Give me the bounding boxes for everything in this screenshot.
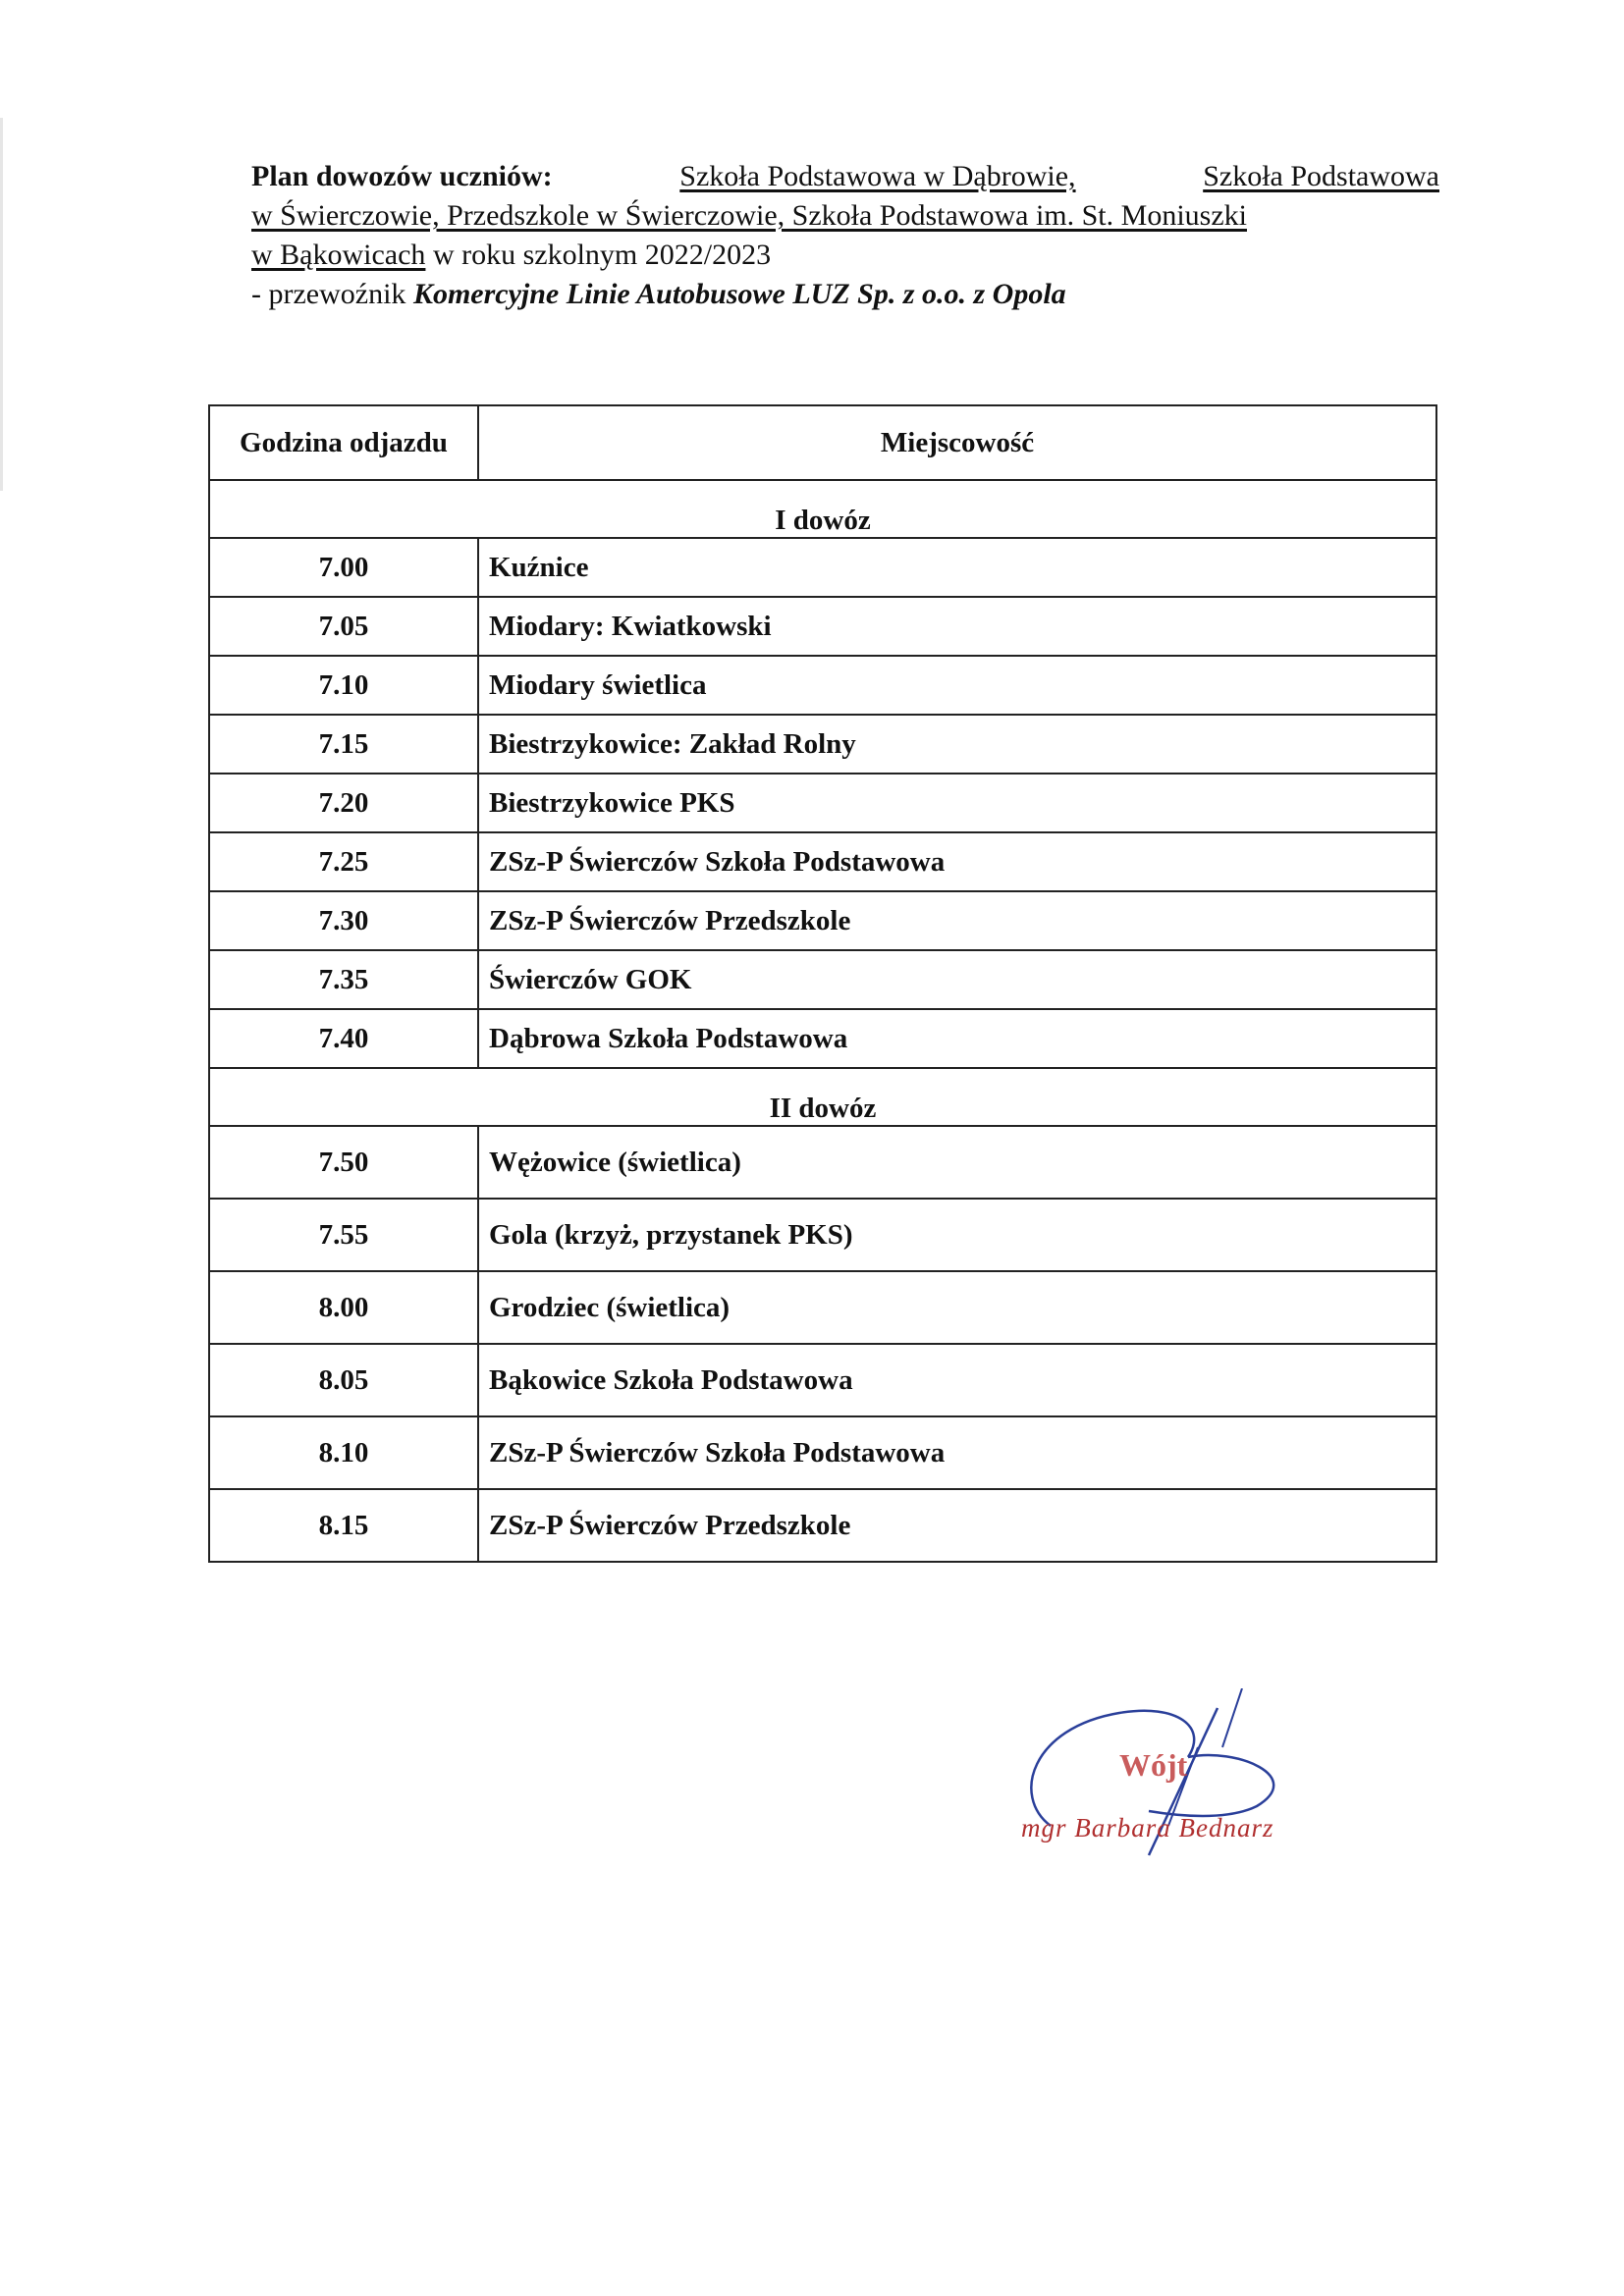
header-carrier-prefix: - przewoźnik [251, 278, 413, 310]
stop-place: ZSz-P Świerczów Szkoła Podstawowa [478, 832, 1436, 891]
column-header-time: Godzina odjazdu [209, 405, 478, 480]
departure-time: 7.40 [209, 1009, 478, 1068]
stop-place: Miodary świetlica [478, 656, 1436, 715]
departure-time: 8.00 [209, 1271, 478, 1344]
departure-time: 7.35 [209, 950, 478, 1009]
header-line-4 [251, 275, 1439, 314]
stop-place: Gola (krzyż, przystanek PKS) [478, 1199, 1436, 1271]
table-row [209, 715, 1436, 774]
stop-place: Świerczów GOK [478, 950, 1436, 1009]
section-header-1 [209, 480, 1436, 538]
stop-place: Bąkowice Szkoła Podstawowa [478, 1344, 1436, 1416]
table-row [209, 538, 1436, 597]
header-line-3 [251, 236, 1439, 275]
table-row [209, 1489, 1436, 1562]
stamp-name: mgr Barbara Bednarz [1021, 1813, 1274, 1842]
section-header-2 [209, 1068, 1436, 1126]
scan-edge [0, 118, 3, 491]
departure-time: 7.30 [209, 891, 478, 950]
stop-place: ZSz-P Świerczów Przedszkole [478, 1489, 1436, 1562]
section-title-1: I dowóz [209, 480, 1436, 538]
departure-time: 7.55 [209, 1199, 478, 1271]
departure-time: 7.20 [209, 774, 478, 832]
header-schools-c: w Świerczowie, Przedszkole w Świerczowie, Szkoła Podstawowa im. St. Moniuszki [251, 199, 1247, 232]
table-row [209, 597, 1436, 656]
table-row [209, 656, 1436, 715]
departure-time: 8.10 [209, 1416, 478, 1489]
stamp-title: Wójt [1119, 1747, 1188, 1783]
table-row [209, 1126, 1436, 1199]
stop-place: Grodziec (świetlica) [478, 1271, 1436, 1344]
table-row [209, 950, 1436, 1009]
stop-place: ZSz-P Świerczów Szkoła Podstawowa [478, 1416, 1436, 1489]
departure-time: 8.15 [209, 1489, 478, 1562]
table-row [209, 832, 1436, 891]
stop-place: Wężowice (świetlica) [478, 1126, 1436, 1199]
stop-place: Kuźnice [478, 538, 1436, 597]
column-header-place: Miejscowość [478, 405, 1436, 480]
departure-time: 7.05 [209, 597, 478, 656]
stop-place: Biestrzykowice: Zakład Rolny [478, 715, 1436, 774]
header-schools-a: Szkoła Podstawowa w Dąbrowie, [679, 160, 1076, 192]
departure-time: 8.05 [209, 1344, 478, 1416]
table-row [209, 1009, 1436, 1068]
header-carrier: Komercyjne Linie Autobusowe LUZ Sp. z o.o. z Opola [412, 278, 1066, 310]
schedule-table [208, 404, 1437, 1563]
departure-time: 7.00 [209, 538, 478, 597]
header-line-2 [251, 196, 1439, 236]
table-row [209, 774, 1436, 832]
table-row [209, 1416, 1436, 1489]
header-school-year: w roku szkolnym 2022/2023 [425, 239, 772, 271]
stop-place: Biestrzykowice PKS [478, 774, 1436, 832]
departure-time: 7.25 [209, 832, 478, 891]
document-header [251, 157, 1439, 314]
table-row [209, 1271, 1436, 1344]
departure-time: 7.50 [209, 1126, 478, 1199]
table-row [209, 1199, 1436, 1271]
header-line-1 [251, 157, 1439, 196]
section-title-2: II dowóz [209, 1068, 1436, 1126]
stop-place: Miodary: Kwiatkowski [478, 597, 1436, 656]
header-schools-d: w Bąkowicach [251, 239, 426, 271]
stop-place: ZSz-P Świerczów Przedszkole [478, 891, 1436, 950]
departure-time: 7.15 [209, 715, 478, 774]
departure-time: 7.10 [209, 656, 478, 715]
header-title: Plan dowozów uczniów: [251, 160, 553, 192]
stop-place: Dąbrowa Szkoła Podstawowa [478, 1009, 1436, 1068]
table-header-row [209, 405, 1436, 480]
header-schools-b: Szkoła Podstawowa [1203, 160, 1439, 192]
table-row [209, 891, 1436, 950]
table-row [209, 1344, 1436, 1416]
